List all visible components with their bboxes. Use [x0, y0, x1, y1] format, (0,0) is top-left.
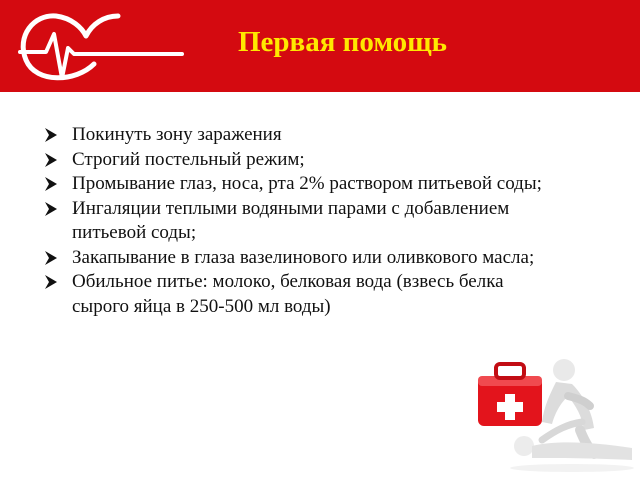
list-item — [44, 270, 564, 319]
arrow-bullet-icon — [44, 176, 58, 192]
arrow-bullet-icon — [44, 274, 58, 290]
list-item-text: Покинуть зону заражения — [72, 124, 282, 145]
arrow-bullet-icon — [44, 201, 58, 217]
header-bar — [0, 0, 640, 92]
list-item — [44, 123, 564, 148]
slide-title: Первая помощь — [238, 26, 448, 58]
list-item-text: Строгий постельный режим; — [72, 148, 305, 170]
list-item — [44, 172, 564, 197]
list-item-text: Ингаляции теплыми водяными парами с добавлением питьевой соды; — [72, 197, 510, 243]
arrow-bullet-icon — [44, 152, 58, 168]
arrow-bullet-icon — [44, 250, 58, 266]
arrow-bullet-icon — [44, 127, 58, 143]
heart-pulse-logo-icon — [6, 4, 186, 90]
list-item-text: Закапывание в глаза вазелинового или оливкового масла; — [72, 246, 535, 268]
list-item-text: Промывание глаз, носа, рта 2% раствором питьевой соды; — [72, 173, 542, 194]
list-item — [44, 197, 564, 246]
list-item — [44, 246, 564, 271]
first-aid-kit-illustration — [472, 350, 640, 474]
bullet-list — [44, 123, 564, 319]
list-item-text: Обильное питье: молоко, белковая вода (взвесь белка сырого яйца в 250-500 мл воды) — [72, 271, 504, 317]
list-item — [44, 148, 564, 173]
